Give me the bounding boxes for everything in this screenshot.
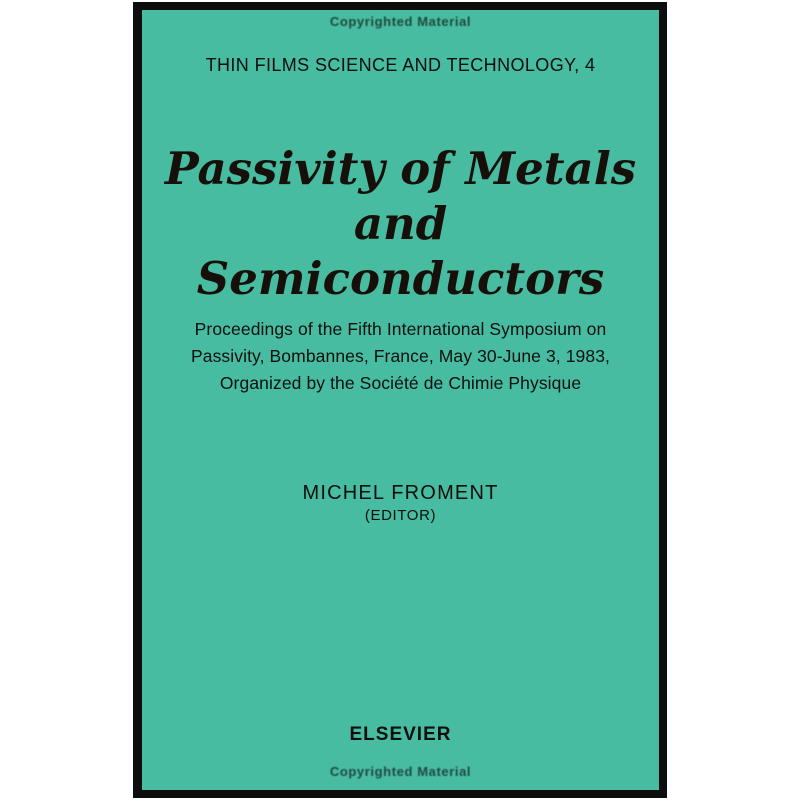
book-subtitle-line-1: Proceedings of the Fifth International Symposium on (194, 319, 607, 339)
book-subtitle (142, 316, 659, 397)
publisher-name: ELSEVIER (349, 724, 452, 745)
book-title (142, 141, 659, 306)
book-subtitle-line-2: Passivity, Bombannes, France, May 30-June 3, 1983, (190, 346, 611, 366)
watermark-top: Copyrighted Material (329, 14, 472, 29)
book-title-line-1: Passivity of Metals (164, 142, 637, 195)
editor-name: MICHEL FROMENT (302, 482, 499, 504)
book-cover-frame (133, 2, 667, 798)
series-title: THIN FILMS SCIENCE AND TECHNOLOGY, 4 (205, 55, 596, 75)
editor-role: (EDITOR) (364, 507, 437, 524)
book-title-line-2: and (353, 197, 448, 250)
book-title-line-3: Semiconductors (196, 252, 605, 305)
watermark-bottom: Copyrighted Material (329, 764, 472, 779)
book-cover (142, 10, 659, 790)
book-subtitle-line-3: Organized by the Société de Chimie Physique (219, 373, 582, 393)
